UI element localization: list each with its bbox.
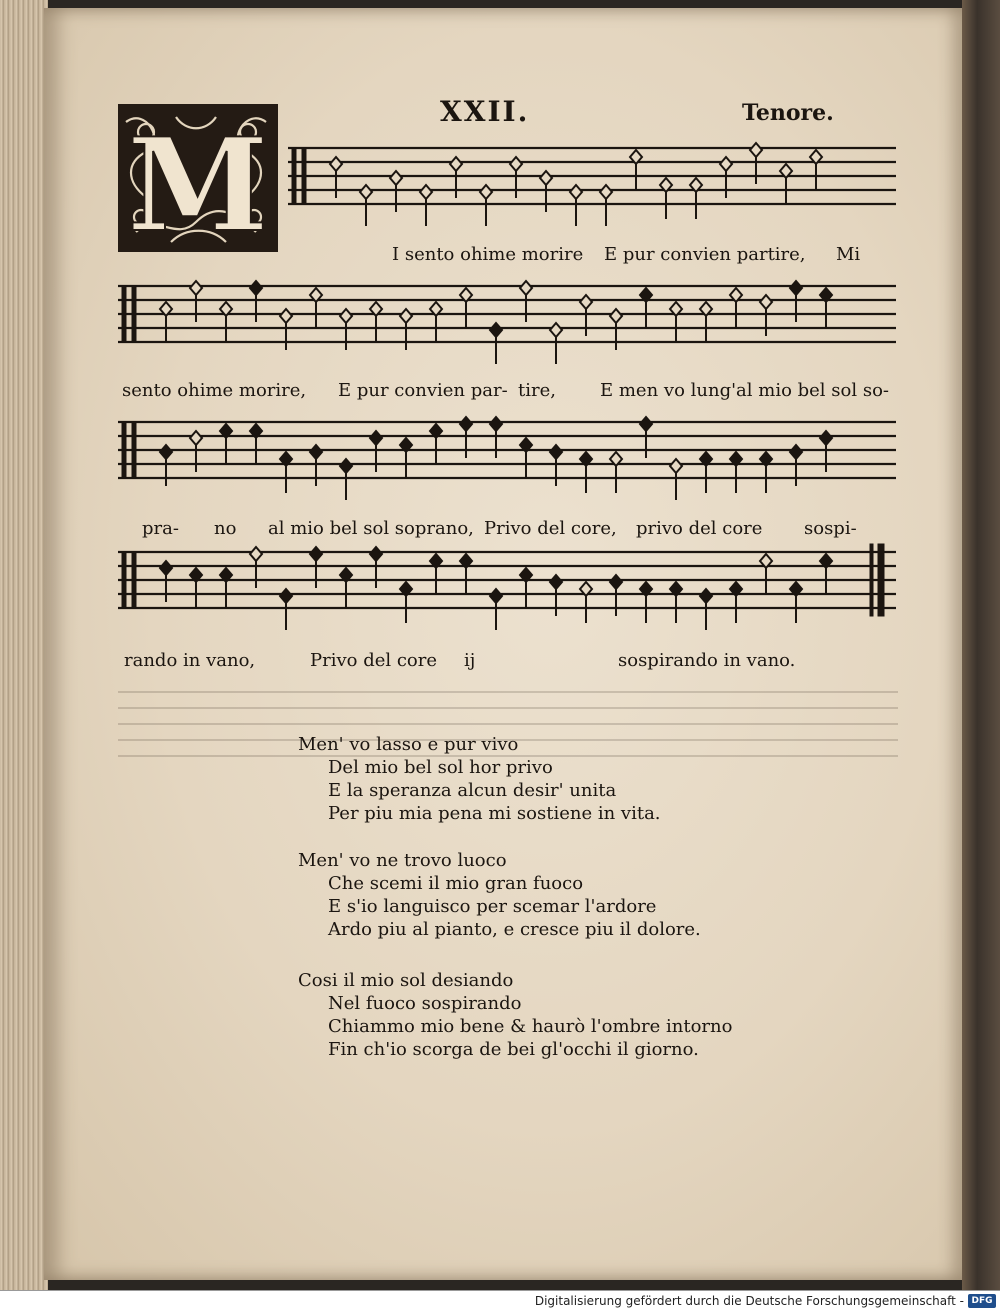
voice-part-label: Tenore.	[742, 100, 834, 126]
note	[370, 431, 382, 445]
note	[610, 575, 622, 589]
note	[820, 431, 832, 445]
lyric: no	[214, 518, 237, 539]
note	[760, 295, 772, 309]
verse-line: Fin ch'io scorga de bei gl'occhi il giorno.	[328, 1039, 699, 1060]
note	[580, 295, 592, 309]
note	[390, 171, 402, 185]
lyric: rando in vano,	[124, 650, 256, 671]
footer-bar	[0, 1290, 1000, 1312]
lyric: al mio bel sol soprano,	[268, 518, 474, 539]
note	[490, 589, 502, 603]
note	[160, 445, 172, 459]
lyric: E pur convien par-	[338, 380, 508, 401]
note	[610, 309, 622, 323]
note	[490, 323, 502, 337]
note	[310, 547, 322, 561]
lyric: ij	[464, 650, 476, 671]
footer-credit: Digitalisierung gefördert durch die Deutsche Forschungsgemeinschaft -	[534, 1294, 964, 1308]
lyric: sospi-	[804, 518, 857, 539]
note	[160, 561, 172, 575]
final-barline	[870, 544, 873, 616]
note	[340, 459, 352, 473]
page-number: XXII.	[440, 95, 530, 128]
note	[540, 171, 552, 185]
note	[790, 281, 802, 295]
initial-letter: M	[127, 111, 269, 254]
clef-mark	[122, 422, 126, 478]
note	[250, 281, 262, 295]
note	[280, 309, 292, 323]
verse-line: E s'io languisco per scemar l'ardore	[328, 896, 657, 917]
note	[420, 185, 432, 199]
note	[700, 589, 712, 603]
clef-mark	[302, 148, 306, 204]
final-barline	[878, 544, 884, 616]
note	[330, 157, 342, 171]
verse-line: Che scemi il mio gran fuoco	[328, 873, 584, 894]
note	[510, 157, 522, 171]
note	[480, 185, 492, 199]
verse-line: Men' vo ne trovo luoco	[298, 850, 507, 871]
note	[720, 157, 732, 171]
staff	[118, 281, 896, 364]
lyric: E pur convien partire,	[604, 244, 806, 265]
clef-mark	[132, 422, 136, 478]
note	[190, 431, 202, 445]
lyric: Privo del core,	[484, 518, 617, 539]
note	[190, 281, 202, 295]
note	[570, 185, 582, 199]
lyric: Privo del core	[310, 650, 438, 671]
clef-mark	[132, 286, 136, 342]
note	[600, 185, 612, 199]
staff	[288, 143, 896, 226]
note	[340, 309, 352, 323]
lyric: Mi	[836, 244, 861, 265]
note	[400, 309, 412, 323]
clef-mark	[122, 552, 126, 608]
note	[520, 281, 532, 295]
verse-line: Del mio bel sol hor privo	[328, 757, 553, 778]
note	[790, 445, 802, 459]
verse-line: E la speranza alcun desir' unita	[328, 780, 617, 801]
lyric: sento ohime morire,	[122, 380, 307, 401]
note	[370, 547, 382, 561]
lyric: pra-	[142, 518, 179, 539]
staff	[118, 417, 896, 500]
note	[310, 445, 322, 459]
lyric: I sento ohime morire	[392, 244, 584, 265]
note	[280, 589, 292, 603]
verse-line: Chiammo mio bene & haurò l'ombre intorno	[328, 1016, 733, 1037]
verse-line: Nel fuoco sospirando	[328, 993, 522, 1014]
clef-mark	[292, 148, 296, 204]
verse-line: Men' vo lasso e pur vivo	[298, 734, 519, 755]
lyric: privo del core	[636, 518, 763, 539]
clef-mark	[132, 552, 136, 608]
dfg-logo-icon: DFG	[968, 1294, 996, 1308]
verse-line: Per piu mia pena mi sostiene in vita.	[328, 803, 661, 824]
note	[250, 547, 262, 561]
note	[640, 417, 652, 431]
note	[360, 185, 372, 199]
note	[490, 417, 502, 431]
note	[450, 157, 462, 171]
staff	[118, 544, 896, 630]
clef-mark	[122, 286, 126, 342]
note	[550, 445, 562, 459]
note	[670, 459, 682, 473]
verse-line: Ardo piu al pianto, e cresce piu il dolore.	[328, 919, 701, 940]
note	[550, 323, 562, 337]
lyric: tire,	[518, 380, 556, 401]
note	[460, 417, 472, 431]
note	[550, 575, 562, 589]
lyric: E men vo lung'al mio bel sol so-	[600, 380, 889, 401]
note	[750, 143, 762, 157]
lyric: sospirando in vano.	[618, 650, 796, 671]
verse-line: Cosi il mio sol desiando	[298, 970, 514, 991]
